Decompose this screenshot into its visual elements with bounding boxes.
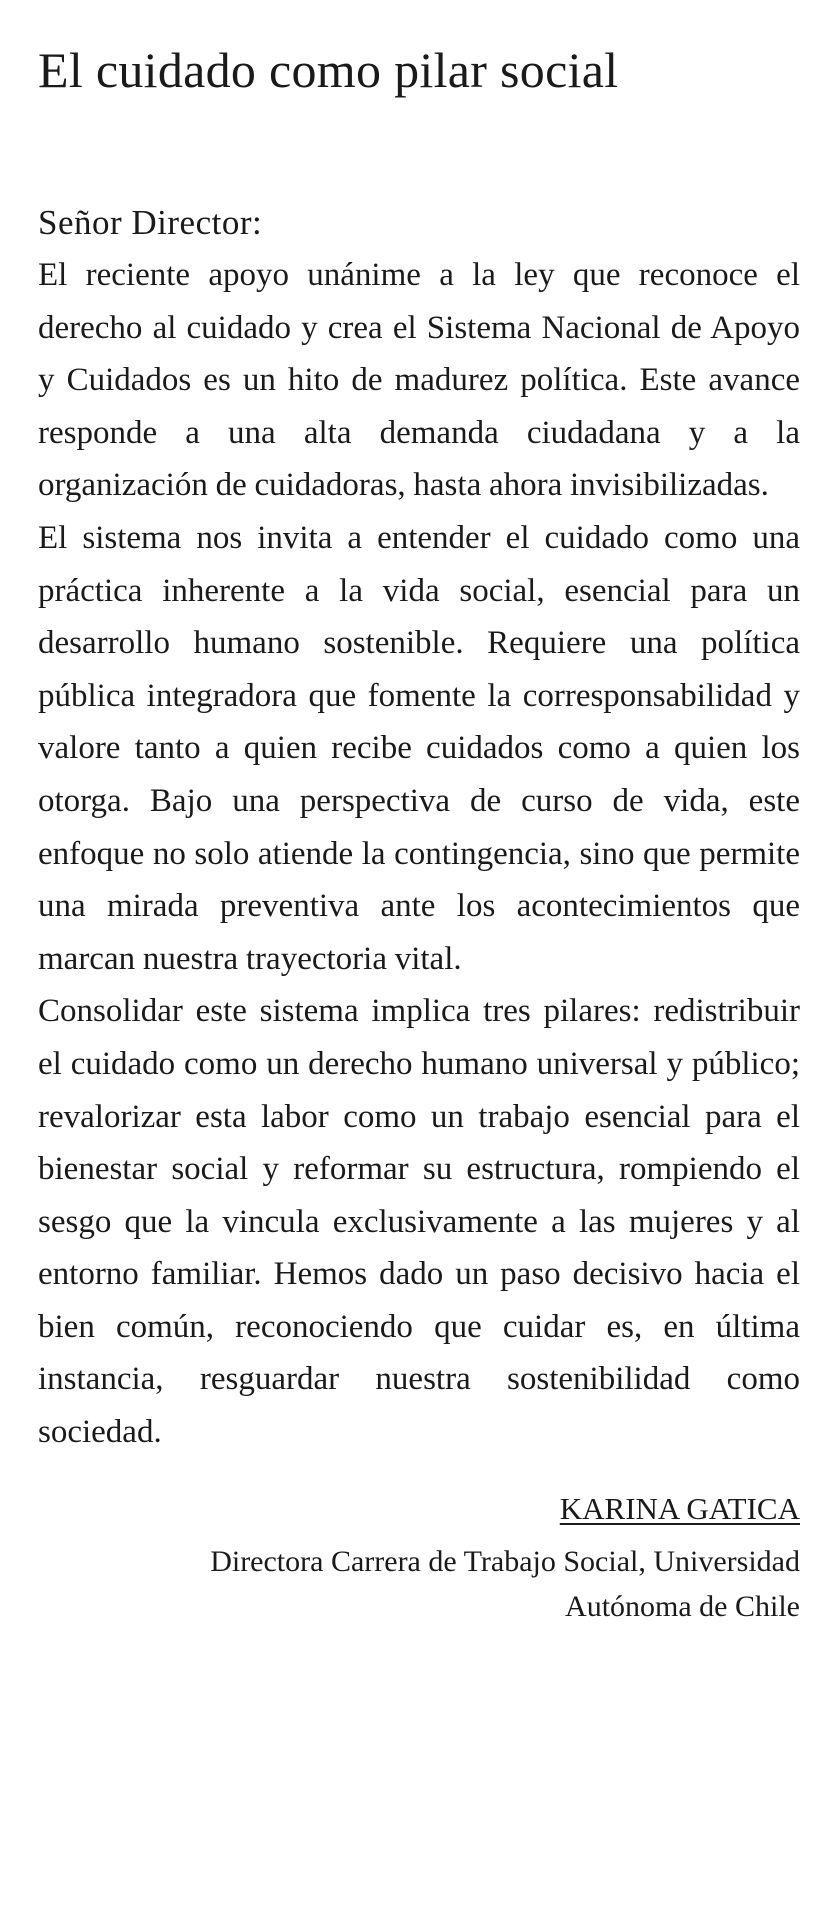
article-title: El cuidado como pilar social	[38, 42, 619, 98]
letter-article	[38, 38, 800, 1629]
paragraph-1: El reciente apoyo unánime a la ley que reconoce el derecho al cuidado y crea el Sistema Nacional de Apoyo y Cuidados es un hito de madurez política. Este avance responde a una alta demanda ciudadana y a la organización de cuidadoras, hasta ahora invisibilizadas.	[38, 257, 800, 504]
paragraph-2: El sistema nos invita a entender el cuidado como una práctica inherente a la vida social, esencial para un desarrollo humano sostenible. Requiere una política pública integradora que fomente la corresponsabilidad y valore tanto a quien recibe cuidados como a quien los otorga. Bajo una perspectiva de curso de vida, este enfoque no solo atiende la contingencia, sino que permite una mirada preventiva ante los acontecimientos que marcan nuestra trayectoria vital.	[38, 519, 800, 977]
author-name: KARINA GATICA	[559, 1490, 800, 1526]
paragraph-3: Consolidar este sistema implica tres pilares: redistribuir el cuidado como un derecho humano universal y público; revalorizar esta labor como un trabajo esencial para el bienestar social y reformar su estructura, rompiendo el sesgo que la vincula exclusivamente a las mujeres y al entorno familiar. Hemos dado un paso decisivo hacia el bien común, reconociendo que cuidar es, en última instancia, resguardar nuestra sostenibilidad como sociedad.	[38, 993, 800, 1451]
signature-block	[38, 1487, 800, 1629]
salutation: Señor Director:	[38, 203, 263, 242]
author-affiliation: Directora Carrera de Trabajo Social, Universidad Autónoma de Chile	[210, 1544, 800, 1623]
